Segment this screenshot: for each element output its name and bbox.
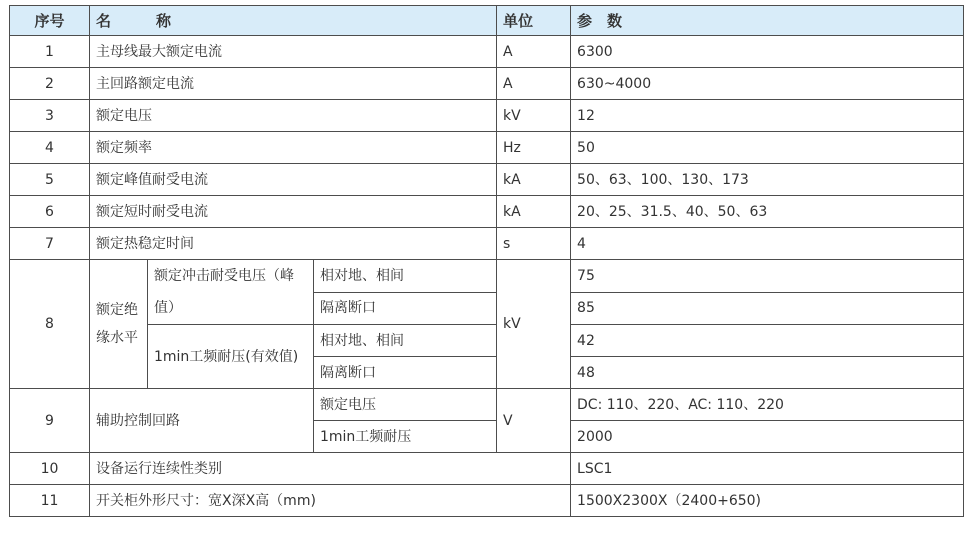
spec-table — [9, 5, 964, 517]
row-unit: A — [497, 36, 571, 68]
row-param: LSC1 — [571, 453, 964, 485]
row-name: 额定短时耐受电流 — [90, 196, 497, 228]
row-seq: 8 — [10, 260, 90, 389]
row-name: 主回路额定电流 — [90, 68, 497, 100]
aux-sub-label: 1min工频耐压 — [314, 421, 497, 453]
row-name: 开关柜外形尺寸：宽X深X高（mm) — [90, 485, 571, 517]
row-seq: 2 — [10, 68, 90, 100]
row-param: 85 — [571, 292, 964, 325]
row-seq: 4 — [10, 132, 90, 164]
isolating-break-label: 隔离断口 — [314, 357, 497, 389]
row-param: 20、25、31.5、40、50、63 — [571, 196, 964, 228]
row-param: 48 — [571, 357, 964, 389]
table-row — [10, 132, 964, 164]
row-param: 6300 — [571, 36, 964, 68]
row-name: 设备运行连续性类别 — [90, 453, 571, 485]
impulse-voltage-label: 额定冲击耐受电压（峰值） — [148, 260, 314, 325]
row-unit: Hz — [497, 132, 571, 164]
phase-ground-label: 相对地、相间 — [314, 260, 497, 293]
header-unit: 单位 — [497, 6, 571, 36]
row-param: 1500X2300X（2400+650) — [571, 485, 964, 517]
row-param: 4 — [571, 228, 964, 260]
row-param: 12 — [571, 100, 964, 132]
table-row — [10, 68, 964, 100]
row-param: 50 — [571, 132, 964, 164]
row-unit: A — [497, 68, 571, 100]
row-unit: s — [497, 228, 571, 260]
row-seq: 11 — [10, 485, 90, 517]
row-name: 额定热稳定时间 — [90, 228, 497, 260]
row-unit: kV — [497, 100, 571, 132]
row-name: 额定电压 — [90, 100, 497, 132]
row-unit: V — [497, 389, 571, 453]
table-row-auxiliary — [10, 389, 964, 421]
row-name: 额定频率 — [90, 132, 497, 164]
row-param: DC: 110、220、AC: 110、220 — [571, 389, 964, 421]
row-seq: 5 — [10, 164, 90, 196]
row-seq: 1 — [10, 36, 90, 68]
row-param: 2000 — [571, 421, 964, 453]
row-unit: kA — [497, 164, 571, 196]
row-seq: 9 — [10, 389, 90, 453]
row-param: 75 — [571, 260, 964, 293]
row-param: 50、63、100、130、173 — [571, 164, 964, 196]
insulation-group-label: 额定绝缘水平 — [90, 260, 148, 389]
table-row — [10, 36, 964, 68]
table-row-insulation — [10, 260, 964, 293]
row-name: 主母线最大额定电流 — [90, 36, 497, 68]
table-row-insulation — [10, 325, 964, 357]
power-frequency-label: 1min工频耐压(有效值) — [148, 325, 314, 389]
row-param: 42 — [571, 325, 964, 357]
table-header-row — [10, 6, 964, 36]
row-param: 630~4000 — [571, 68, 964, 100]
table-row — [10, 164, 964, 196]
table-row — [10, 485, 964, 517]
header-param: 参 数 — [571, 6, 964, 36]
row-seq: 6 — [10, 196, 90, 228]
row-name: 辅助控制回路 — [90, 389, 314, 453]
row-seq: 3 — [10, 100, 90, 132]
row-seq: 10 — [10, 453, 90, 485]
header-name: 名 称 — [90, 6, 497, 36]
phase-ground-label: 相对地、相间 — [314, 325, 497, 357]
table-row — [10, 196, 964, 228]
table-row — [10, 228, 964, 260]
table-row — [10, 453, 964, 485]
table-row — [10, 100, 964, 132]
row-name: 额定峰值耐受电流 — [90, 164, 497, 196]
row-unit: kA — [497, 196, 571, 228]
row-unit: kV — [497, 260, 571, 389]
aux-sub-label: 额定电压 — [314, 389, 497, 421]
isolating-break-label: 隔离断口 — [314, 292, 497, 325]
row-seq: 7 — [10, 228, 90, 260]
header-seq: 序号 — [10, 6, 90, 36]
